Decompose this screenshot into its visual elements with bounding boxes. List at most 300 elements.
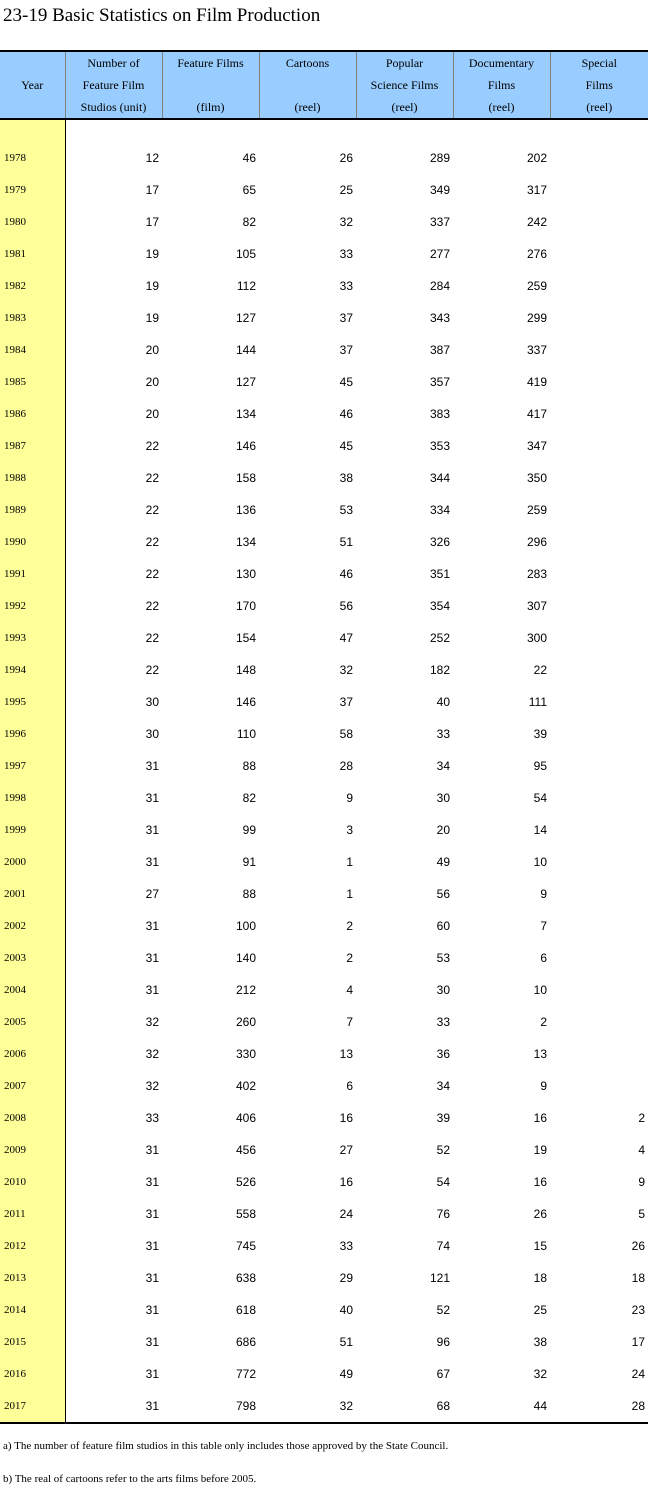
value-cell-documentary: 111 — [528, 695, 547, 709]
value-cell-special — [550, 750, 648, 782]
value-cell-documentary: 9 — [540, 1079, 547, 1093]
value-cell-feature: 798 — [162, 1390, 259, 1423]
year-cell: 2016 — [0, 1358, 65, 1390]
value-cell-documentary: 15 — [533, 1239, 547, 1253]
value-cell-studios: 22 — [145, 631, 159, 645]
value-cell-special — [550, 814, 648, 846]
value-cell-popsci: 53 — [436, 951, 450, 965]
value-cell-documentary: 9 — [540, 887, 547, 901]
value-cell-studios: 31 — [145, 1367, 159, 1381]
column-header-line: Documentary — [468, 56, 535, 70]
page-title: 23-19 Basic Statistics on Film Production — [3, 5, 321, 26]
value-cell-documentary: 276 — [526, 247, 547, 261]
value-cell-popsci: 284 — [429, 279, 450, 293]
value-cell-feature: 146 — [235, 695, 256, 709]
value-cell-popsci: 39 — [436, 1111, 450, 1125]
value-cell-feature: 82 — [242, 791, 256, 805]
value-cell-documentary: 7 — [540, 919, 547, 933]
value-cell-feature: 140 — [235, 951, 256, 965]
value-cell-feature: 105 — [235, 247, 256, 261]
table-row — [0, 430, 648, 462]
value-cell-feature: 100 — [235, 919, 256, 933]
table-row — [0, 334, 648, 366]
table-row — [0, 174, 648, 206]
value-cell-special — [550, 142, 648, 174]
value-cell-documentary: 16 — [533, 1175, 547, 1189]
table-row — [0, 270, 648, 302]
value-cell-documentary: 242 — [526, 215, 547, 229]
value-cell-cartoons: 13 — [339, 1047, 353, 1061]
value-cell-feature: 402 — [235, 1079, 256, 1093]
value-cell-cartoons: 51 — [339, 1335, 353, 1349]
value-cell-cartoons: 33 — [339, 1239, 353, 1253]
value-cell-special — [550, 174, 648, 206]
year-cell: 2017 — [0, 1390, 65, 1423]
year-cell: 2002 — [0, 910, 65, 942]
value-cell-documentary: 259 — [526, 279, 547, 293]
value-cell-studios: 31 — [145, 759, 159, 773]
value-cell-special: 23 — [631, 1303, 645, 1317]
value-cell-cartoons: 2 — [346, 919, 353, 933]
table-row — [0, 1166, 648, 1198]
value-cell-popsci: 343 — [429, 311, 450, 325]
value-cell-popsci: 33 — [436, 1015, 450, 1029]
value-cell-feature: 618 — [235, 1303, 256, 1317]
year-cell: 2013 — [0, 1262, 65, 1294]
value-cell-cartoons: 2 — [346, 951, 353, 965]
value-cell-documentary: 44 — [453, 1390, 550, 1423]
value-cell-popsci: 60 — [436, 919, 450, 933]
value-cell-studios: 27 — [145, 887, 159, 901]
value-cell-popsci: 383 — [429, 407, 450, 421]
value-cell-cartoons: 37 — [339, 311, 353, 325]
value-cell-documentary: 317 — [526, 183, 547, 197]
value-cell-studios: 22 — [145, 535, 159, 549]
value-cell-special — [550, 782, 648, 814]
value-cell-feature: 406 — [235, 1111, 256, 1125]
table-row — [0, 1390, 648, 1423]
table-row — [0, 942, 648, 974]
value-cell-cartoons: 7 — [346, 1015, 353, 1029]
table-row — [0, 814, 648, 846]
value-cell-special — [550, 206, 648, 238]
value-cell-cartoons: 47 — [339, 631, 353, 645]
value-cell-studios: 33 — [145, 1111, 159, 1125]
year-cell: 1980 — [0, 206, 65, 238]
value-cell-studios: 31 — [145, 1303, 159, 1317]
value-cell-special: 5 — [638, 1207, 645, 1221]
column-header-studios — [65, 51, 162, 119]
value-cell-documentary: 337 — [526, 343, 547, 357]
year-cell: 2001 — [0, 878, 65, 910]
value-cell-popsci: 326 — [429, 535, 450, 549]
year-cell: 1994 — [0, 654, 65, 686]
value-cell-popsci: 74 — [436, 1239, 450, 1253]
value-cell-cartoons: 26 — [339, 151, 353, 165]
value-cell-documentary: 22 — [533, 663, 547, 677]
value-cell-studios: 31 — [65, 1390, 162, 1423]
year-cell: 2003 — [0, 942, 65, 974]
value-cell-popsci: 387 — [429, 343, 450, 357]
value-cell-special — [550, 430, 648, 462]
value-cell-special — [550, 622, 648, 654]
table-row — [0, 366, 648, 398]
value-cell-cartoons: 45 — [339, 439, 353, 453]
column-header-line: (film) — [196, 100, 225, 114]
value-cell-studios: 22 — [145, 663, 159, 677]
year-cell: 1990 — [0, 526, 65, 558]
year-cell: 2006 — [0, 1038, 65, 1070]
value-cell-feature: 526 — [235, 1175, 256, 1189]
value-cell-special — [550, 366, 648, 398]
value-cell-cartoons: 16 — [339, 1175, 353, 1189]
value-cell-studios: 17 — [145, 215, 159, 229]
value-cell-popsci: 54 — [436, 1175, 450, 1189]
column-header-line: Popular — [385, 56, 424, 70]
value-cell-special: 2 — [638, 1111, 645, 1125]
value-cell-cartoons: 53 — [339, 503, 353, 517]
value-cell-cartoons: 6 — [346, 1079, 353, 1093]
value-cell-special: 18 — [631, 1271, 645, 1285]
year-cell: 1995 — [0, 686, 65, 718]
value-cell-special: 9 — [638, 1175, 645, 1189]
value-cell-studios: 22 — [145, 503, 159, 517]
value-cell-popsci: 68 — [356, 1390, 453, 1423]
value-cell-popsci: 351 — [429, 567, 450, 581]
value-cell-cartoons: 32 — [339, 215, 353, 229]
value-cell-special: 17 — [631, 1335, 645, 1349]
year-cell: 1996 — [0, 718, 65, 750]
value-cell-documentary: 18 — [533, 1271, 547, 1285]
year-cell: 1983 — [0, 302, 65, 334]
value-cell-feature: 558 — [235, 1207, 256, 1221]
value-cell-cartoons: 51 — [339, 535, 353, 549]
year-cell: 1984 — [0, 334, 65, 366]
value-cell-feature: 82 — [242, 215, 256, 229]
value-cell-special — [550, 270, 648, 302]
value-cell-popsci: 252 — [429, 631, 450, 645]
value-cell-feature: 88 — [242, 759, 256, 773]
value-cell-popsci: 121 — [429, 1271, 450, 1285]
table-row — [0, 142, 648, 174]
value-cell-special — [550, 494, 648, 526]
value-cell-documentary: 417 — [526, 407, 547, 421]
value-cell-special — [550, 942, 648, 974]
table-row — [0, 622, 648, 654]
value-cell-cartoons: 28 — [339, 759, 353, 773]
value-cell-studios: 31 — [145, 951, 159, 965]
value-cell-feature: 148 — [235, 663, 256, 677]
value-cell-popsci: 56 — [436, 887, 450, 901]
column-header-line — [260, 74, 356, 96]
value-cell-documentary: 202 — [526, 151, 547, 165]
year-cell: 2005 — [0, 1006, 65, 1038]
value-cell-documentary: 300 — [526, 631, 547, 645]
year-cell: 2010 — [0, 1166, 65, 1198]
value-cell-documentary: 39 — [533, 727, 547, 741]
value-cell-cartoons: 16 — [339, 1111, 353, 1125]
value-cell-studios: 31 — [145, 823, 159, 837]
value-cell-popsci: 20 — [436, 823, 450, 837]
value-cell-popsci: 182 — [429, 663, 450, 677]
value-cell-cartoons: 45 — [339, 375, 353, 389]
value-cell-special — [550, 718, 648, 750]
value-cell-documentary: 26 — [533, 1207, 547, 1221]
value-cell-feature: 146 — [235, 439, 256, 453]
column-header-line — [0, 96, 65, 118]
value-cell-studios: 22 — [145, 439, 159, 453]
table-row — [0, 302, 648, 334]
value-cell-special — [550, 1038, 648, 1070]
value-cell-documentary: 54 — [533, 791, 547, 805]
column-header-year — [0, 51, 65, 119]
value-cell-cartoons: 25 — [339, 183, 353, 197]
value-cell-studios: 22 — [145, 471, 159, 485]
table-row — [0, 718, 648, 750]
value-cell-special — [550, 1006, 648, 1038]
value-cell-cartoons: 1 — [346, 855, 353, 869]
value-cell-popsci: 357 — [429, 375, 450, 389]
value-cell-studios: 31 — [145, 919, 159, 933]
value-cell-studios: 30 — [145, 695, 159, 709]
column-header-line — [163, 74, 259, 96]
value-cell-popsci: 349 — [429, 183, 450, 197]
value-cell-documentary: 6 — [540, 951, 547, 965]
column-header-documentary — [453, 51, 550, 119]
column-header-line: Science Films — [370, 78, 439, 92]
value-cell-cartoons: 27 — [339, 1143, 353, 1157]
table-row — [0, 1038, 648, 1070]
value-cell-cartoons: 37 — [339, 695, 353, 709]
value-cell-popsci: 353 — [429, 439, 450, 453]
value-cell-feature: 260 — [235, 1015, 256, 1029]
value-cell-documentary: 10 — [533, 983, 547, 997]
table-row — [0, 878, 648, 910]
value-cell-feature: 638 — [235, 1271, 256, 1285]
year-cell: 2008 — [0, 1102, 65, 1134]
value-cell-documentary: 2 — [540, 1015, 547, 1029]
year-cell: 1982 — [0, 270, 65, 302]
table-row — [0, 782, 648, 814]
value-cell-special — [550, 878, 648, 910]
table-row — [0, 1358, 648, 1390]
value-cell-feature: 130 — [235, 567, 256, 581]
value-cell-documentary: 16 — [533, 1111, 547, 1125]
value-cell-studios: 31 — [145, 855, 159, 869]
value-cell-documentary: 347 — [526, 439, 547, 453]
column-header-line: Year — [21, 78, 44, 92]
value-cell-popsci: 76 — [436, 1207, 450, 1221]
table-row — [0, 1326, 648, 1358]
year-cell: 1985 — [0, 366, 65, 398]
table-row — [0, 1198, 648, 1230]
column-header-line: Feature Film — [82, 78, 145, 92]
column-header-line — [0, 52, 65, 74]
value-cell-studios: 32 — [145, 1047, 159, 1061]
value-cell-documentary: 350 — [526, 471, 547, 485]
table-row — [0, 526, 648, 558]
table-row — [0, 1102, 648, 1134]
table-row — [0, 974, 648, 1006]
spacer-row — [0, 119, 648, 142]
table-row — [0, 398, 648, 430]
value-cell-feature: 134 — [235, 535, 256, 549]
value-cell-special — [550, 686, 648, 718]
year-cell: 1998 — [0, 782, 65, 814]
table-row — [0, 1262, 648, 1294]
table-row — [0, 590, 648, 622]
value-cell-documentary: 38 — [533, 1335, 547, 1349]
value-cell-studios: 31 — [145, 1271, 159, 1285]
value-cell-feature: 170 — [235, 599, 256, 613]
value-cell-feature: 127 — [235, 375, 256, 389]
value-cell-popsci: 277 — [429, 247, 450, 261]
value-cell-documentary: 296 — [526, 535, 547, 549]
value-cell-studios: 32 — [145, 1079, 159, 1093]
column-header-special — [550, 51, 648, 119]
value-cell-cartoons: 58 — [339, 727, 353, 741]
value-cell-cartoons: 46 — [339, 407, 353, 421]
value-cell-popsci: 30 — [436, 791, 450, 805]
year-cell: 1981 — [0, 238, 65, 270]
value-cell-documentary: 283 — [526, 567, 547, 581]
column-header-line: (reel) — [294, 100, 321, 114]
value-cell-cartoons: 46 — [339, 567, 353, 581]
value-cell-documentary: 95 — [533, 759, 547, 773]
value-cell-cartoons: 3 — [346, 823, 353, 837]
value-cell-studios: 22 — [145, 567, 159, 581]
table-row — [0, 1070, 648, 1102]
table-row — [0, 750, 648, 782]
value-cell-cartoons: 9 — [346, 791, 353, 805]
value-cell-cartoons: 38 — [339, 471, 353, 485]
value-cell-feature: 46 — [242, 151, 256, 165]
year-cell: 1999 — [0, 814, 65, 846]
value-cell-cartoons: 56 — [339, 599, 353, 613]
value-cell-studios: 22 — [145, 599, 159, 613]
column-header-cartoons — [259, 51, 356, 119]
value-cell-studios: 31 — [145, 1143, 159, 1157]
column-header-line: (reel) — [391, 100, 418, 114]
value-cell-feature: 772 — [235, 1367, 256, 1381]
value-cell-cartoons: 29 — [339, 1271, 353, 1285]
year-cell: 1989 — [0, 494, 65, 526]
value-cell-studios: 20 — [145, 375, 159, 389]
value-cell-cartoons: 32 — [339, 663, 353, 677]
value-cell-documentary: 307 — [526, 599, 547, 613]
value-cell-special: 28 — [550, 1390, 648, 1423]
value-cell-documentary: 10 — [533, 855, 547, 869]
value-cell-studios: 31 — [145, 1207, 159, 1221]
table-row — [0, 1006, 648, 1038]
value-cell-special — [550, 558, 648, 590]
table-body — [0, 119, 648, 1423]
value-cell-feature: 144 — [235, 343, 256, 357]
value-cell-documentary: 25 — [533, 1303, 547, 1317]
value-cell-feature: 154 — [235, 631, 256, 645]
value-cell-special — [550, 334, 648, 366]
value-cell-special — [550, 974, 648, 1006]
value-cell-cartoons: 24 — [339, 1207, 353, 1221]
value-cell-popsci: 40 — [436, 695, 450, 709]
value-cell-feature: 110 — [236, 727, 256, 741]
value-cell-feature: 99 — [242, 823, 256, 837]
value-cell-cartoons: 33 — [339, 279, 353, 293]
value-cell-studios: 20 — [145, 407, 159, 421]
value-cell-documentary: 13 — [533, 1047, 547, 1061]
value-cell-studios: 19 — [145, 279, 159, 293]
table-row — [0, 654, 648, 686]
value-cell-popsci: 354 — [429, 599, 450, 613]
value-cell-documentary: 32 — [533, 1367, 547, 1381]
year-cell: 1979 — [0, 174, 65, 206]
value-cell-popsci: 52 — [436, 1143, 450, 1157]
column-header-line: Studios (unit) — [80, 100, 147, 114]
value-cell-studios: 31 — [145, 1239, 159, 1253]
value-cell-popsci: 344 — [429, 471, 450, 485]
value-cell-studios: 30 — [145, 727, 159, 741]
value-cell-special — [550, 590, 648, 622]
year-cell: 2004 — [0, 974, 65, 1006]
table-row — [0, 494, 648, 526]
value-cell-popsci: 34 — [436, 759, 450, 773]
value-cell-studios: 31 — [145, 1335, 159, 1349]
column-header-feature — [162, 51, 259, 119]
value-cell-documentary: 419 — [526, 375, 547, 389]
value-cell-feature: 127 — [235, 311, 256, 325]
table-row — [0, 1230, 648, 1262]
table-row — [0, 910, 648, 942]
film-statistics-table — [0, 50, 648, 1424]
column-header-line: Number of — [87, 56, 140, 70]
value-cell-popsci: 30 — [436, 983, 450, 997]
column-header-line: Films — [487, 78, 516, 92]
value-cell-documentary: 14 — [533, 823, 547, 837]
year-cell: 2014 — [0, 1294, 65, 1326]
value-cell-cartoons: 40 — [339, 1303, 353, 1317]
table-row — [0, 206, 648, 238]
value-cell-special — [550, 654, 648, 686]
column-header-line: Special — [581, 56, 617, 70]
value-cell-popsci: 52 — [436, 1303, 450, 1317]
value-cell-feature: 158 — [235, 471, 256, 485]
year-cell: 1993 — [0, 622, 65, 654]
value-cell-special — [550, 302, 648, 334]
value-cell-studios: 32 — [145, 1015, 159, 1029]
value-cell-special: 24 — [631, 1367, 645, 1381]
value-cell-cartoons: 32 — [259, 1390, 356, 1423]
year-cell: 2012 — [0, 1230, 65, 1262]
column-header-line: Films — [585, 78, 613, 92]
value-cell-cartoons: 4 — [346, 983, 353, 997]
value-cell-cartoons: 37 — [339, 343, 353, 357]
table-row — [0, 558, 648, 590]
value-cell-popsci: 34 — [436, 1079, 450, 1093]
value-cell-feature: 65 — [242, 183, 256, 197]
table-header — [0, 51, 648, 119]
value-cell-feature: 112 — [236, 279, 256, 293]
year-cell: 1992 — [0, 590, 65, 622]
value-cell-popsci: 334 — [429, 503, 450, 517]
table-row — [0, 686, 648, 718]
table-row — [0, 1134, 648, 1166]
value-cell-studios: 20 — [145, 343, 159, 357]
value-cell-special — [550, 238, 648, 270]
footnote-b: b) The real of cartoons refer to the arts films before 2005. — [3, 1473, 257, 1485]
value-cell-documentary: 299 — [526, 311, 547, 325]
value-cell-documentary: 259 — [526, 503, 547, 517]
value-cell-special — [550, 526, 648, 558]
